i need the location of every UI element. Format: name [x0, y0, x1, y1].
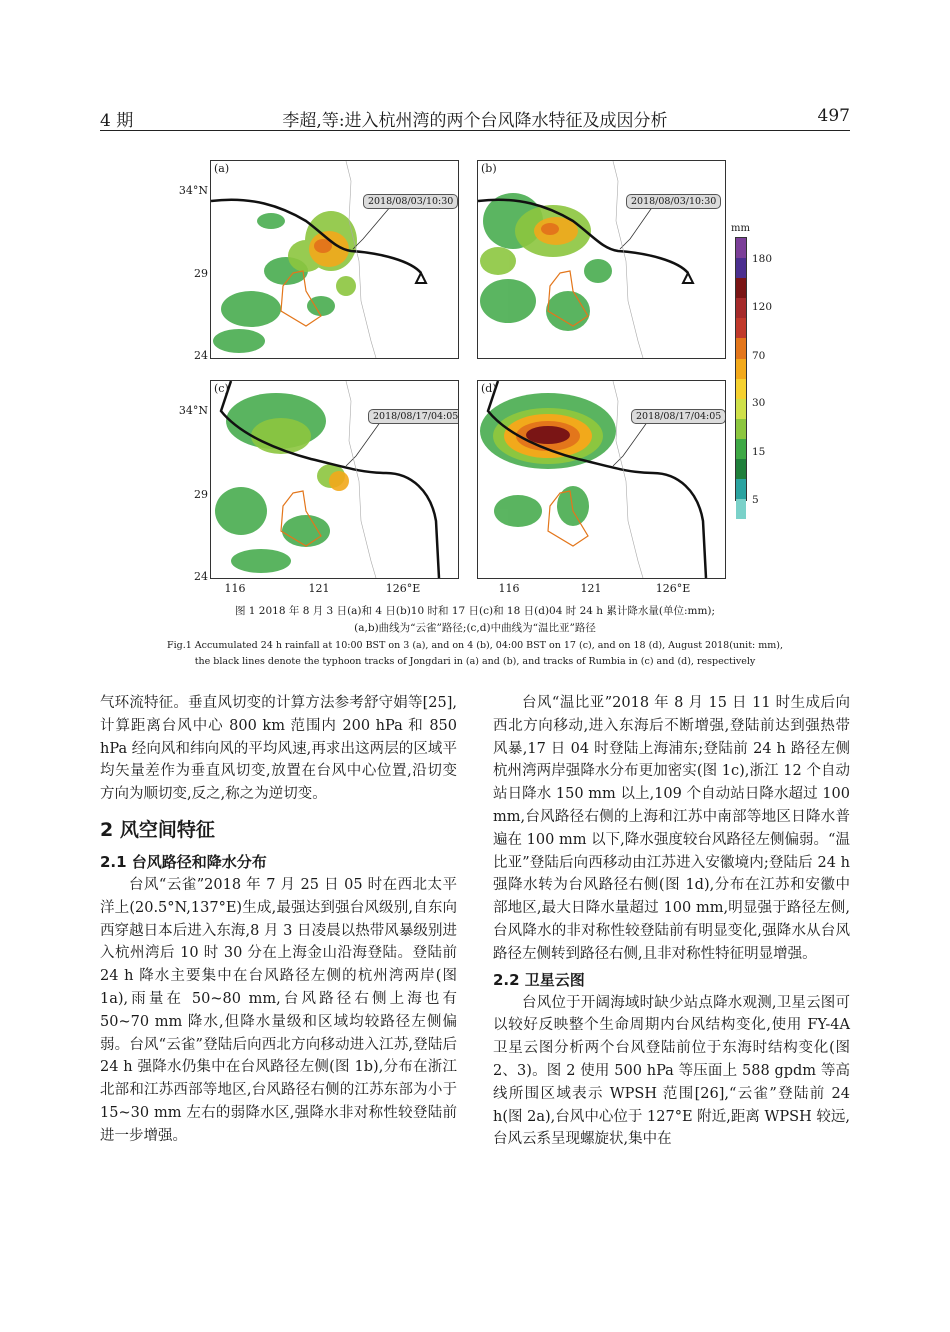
panel-label: (d) — [481, 382, 497, 395]
xtick-121-left: 121 — [308, 582, 330, 595]
map-panel-c — [210, 380, 459, 579]
left-column — [100, 692, 457, 1148]
page-number: 497 — [817, 106, 850, 126]
colorbar-tick-180: 180 — [752, 253, 773, 265]
colorbar-tick-70: 70 — [752, 350, 766, 362]
colorbar-tick-30: 30 — [752, 397, 766, 409]
colorbar-segment — [736, 419, 746, 439]
track-time-callout: 2018/08/03/10:30 — [626, 194, 721, 209]
colorbar-segment — [736, 258, 746, 278]
xtick-116-right: 116 — [498, 582, 520, 595]
subsection-heading: 2.2 卫星云图 — [493, 970, 585, 989]
map-panel-d — [477, 380, 726, 579]
colorbar-segment — [736, 338, 746, 358]
panel-label: (a) — [214, 162, 230, 175]
figure-caption-cn-2: (a,b)曲线为“云雀”路径;(c,d)中曲线为“温比亚”路径 — [354, 622, 596, 634]
colorbar-segment — [736, 399, 746, 419]
colorbar-segment — [736, 379, 746, 399]
colorbar — [735, 237, 747, 501]
running-header — [100, 100, 850, 131]
ytick-29-top: 29 — [194, 267, 208, 280]
colorbar-segment — [736, 479, 746, 499]
ytick-29-bottom: 29 — [194, 488, 208, 501]
figure-caption-cn-1: 图 1 2018 年 8 月 3 日(a)和 4 日(b)10 时和 17 日(c)和 18 日(d)04 时 24 h 累计降水量(单位:mm); — [234, 605, 716, 617]
colorbar-segment — [736, 499, 746, 519]
colorbar-segment — [736, 459, 746, 479]
colorbar-segment — [736, 238, 746, 258]
ytick-34n-bottom: 34°N — [178, 404, 208, 417]
colorbar-segment — [736, 278, 746, 298]
xtick-121-right: 121 — [580, 582, 602, 595]
colorbar-tick-5: 5 — [752, 494, 759, 506]
paragraph: 台风“云雀”2018 年 7 月 25 日 05 时在西北太平洋上(20.5°N,137°E)生成,最强达到强台风级别,自东向西穿越日本后进入东海,8 月 3 日凌晨以热带风暴级别进入杭州湾后 10 时 30 分在上海金山沿海登陆。登陆前 24 h 降水主要集中在台风路径左侧的杭州湾两岸(图 1a),雨量在 50~80 mm,台风路径右侧上海也有 50~70 mm 降水,但降水量级和区域均较路径左侧偏弱。台风“云雀”登陆后向西北方向移动进入江苏,登陆后 24 h 强降水仍集中在台风路径左侧(图 1b),分布在浙江北部和江苏西部等地区,台风路径右侧的江苏东部为小于 15~30 mm 左右的弱降水区,强降水非对称性较登陆前进一步增强。 — [100, 876, 457, 1144]
rainfall-map — [211, 161, 458, 358]
right-column — [493, 692, 850, 1151]
map-panel-b — [477, 160, 726, 359]
colorbar-segment — [736, 439, 746, 459]
paragraph: 气环流特征。垂直风切变的计算方法参考舒守娟等[25],计算距离台风中心 800 km 范围内 200 hPa 和 850 hPa 经向风和纬向风的平均风速,再求出这两层的区域平均矢量差作为垂直风切变,放置在台风中心位置,沿切变方向为顺切变,反之,称之为逆切变。 — [100, 695, 457, 803]
panel-label: (c) — [214, 382, 229, 395]
map-panel-a — [210, 160, 459, 359]
section-heading: 2 风空间特征 — [100, 818, 215, 841]
panel-label: (b) — [481, 162, 497, 175]
ytick-24-bottom: 24 — [194, 570, 208, 583]
colorbar-tick-120: 120 — [752, 301, 773, 313]
ytick-34n-top: 34°N — [178, 184, 208, 197]
colorbar-segment — [736, 359, 746, 379]
xtick-126e-left: 126°E — [385, 582, 421, 595]
colorbar-unit: mm — [731, 223, 750, 234]
colorbar-segment — [736, 298, 746, 318]
track-time-callout: 2018/08/17/04:05 — [368, 409, 459, 424]
ytick-24-top: 24 — [194, 349, 208, 362]
rainfall-map — [478, 161, 725, 358]
paragraph: 台风位于开阔海域时缺少站点降水观测,卫星云图可以较好反映整个生命周期内台风结构变化,使用 FY-4A 卫星云图分析两个台风登陆前位于东海时结构变化(图 2、3)。图 2 使用 500 hPa 等压面上 588 gpdm 等高线所围区域表示 WPSH 范围[26],“云雀”登陆前 24 h(图 2a),台风中心位于 127°E 附近,距离 WPSH 较远,台风云系呈现螺旋状,集中在 — [493, 994, 850, 1148]
colorbar-segment — [736, 318, 746, 338]
paragraph: 台风“温比亚”2018 年 8 月 15 日 11 时生成后向西北方向移动,进入东海后不断增强,登陆前达到强热带风暴,17 日 04 时登陆上海浦东;登陆前 24 h 路径左侧杭州湾两岸强降水分布更加密实(图 1c),浙江 12 个自动站日降水 150 mm 以上,109 个自动站日降水超过 100 mm,台风路径右侧的上海和江苏中南部等地区日降水普遍在 100 mm 以下,降水强度较台风路径左侧偏弱。“温比亚”登陆后向西移动由江苏进入安徽境内;登陆后 24 h 强降水转为台风路径右侧(图 1d),分布在江苏和安徽中部地区,最大日降水量超过 100 mm,明显强于路径左侧,台风降水的非对称性较登陆前有明显变化,强降水从台风路径左侧转到路径右侧,且非对称性特征明显增强。 — [493, 695, 850, 962]
colorbar-tick-15: 15 — [752, 446, 766, 458]
figure-caption-en-1: Fig.1 Accumulated 24 h rainfall at 10:00 BST on 3 (a), and on 4 (b), 04:00 BST on 17 (c), and on 18 (d), August 2018(unit: mm), — [167, 640, 783, 651]
running-title: 李超,等:进入杭州湾的两个台风降水特征及成因分析 — [282, 111, 668, 131]
figure-caption-en-2: the black lines denote the typhoon tracks of Jongdari in (a) and (b), and tracks of Rumbia in (c) and (d), respectively — [194, 656, 756, 667]
track-time-callout: 2018/08/17/04:05 — [631, 409, 726, 424]
xtick-116-left: 116 — [224, 582, 246, 595]
subsection-heading: 2.1 台风路径和降水分布 — [100, 852, 267, 871]
track-time-callout: 2018/08/03/10:30 — [363, 194, 458, 209]
issue-number: 4 期 — [100, 111, 134, 131]
xtick-126e-right: 126°E — [655, 582, 691, 595]
